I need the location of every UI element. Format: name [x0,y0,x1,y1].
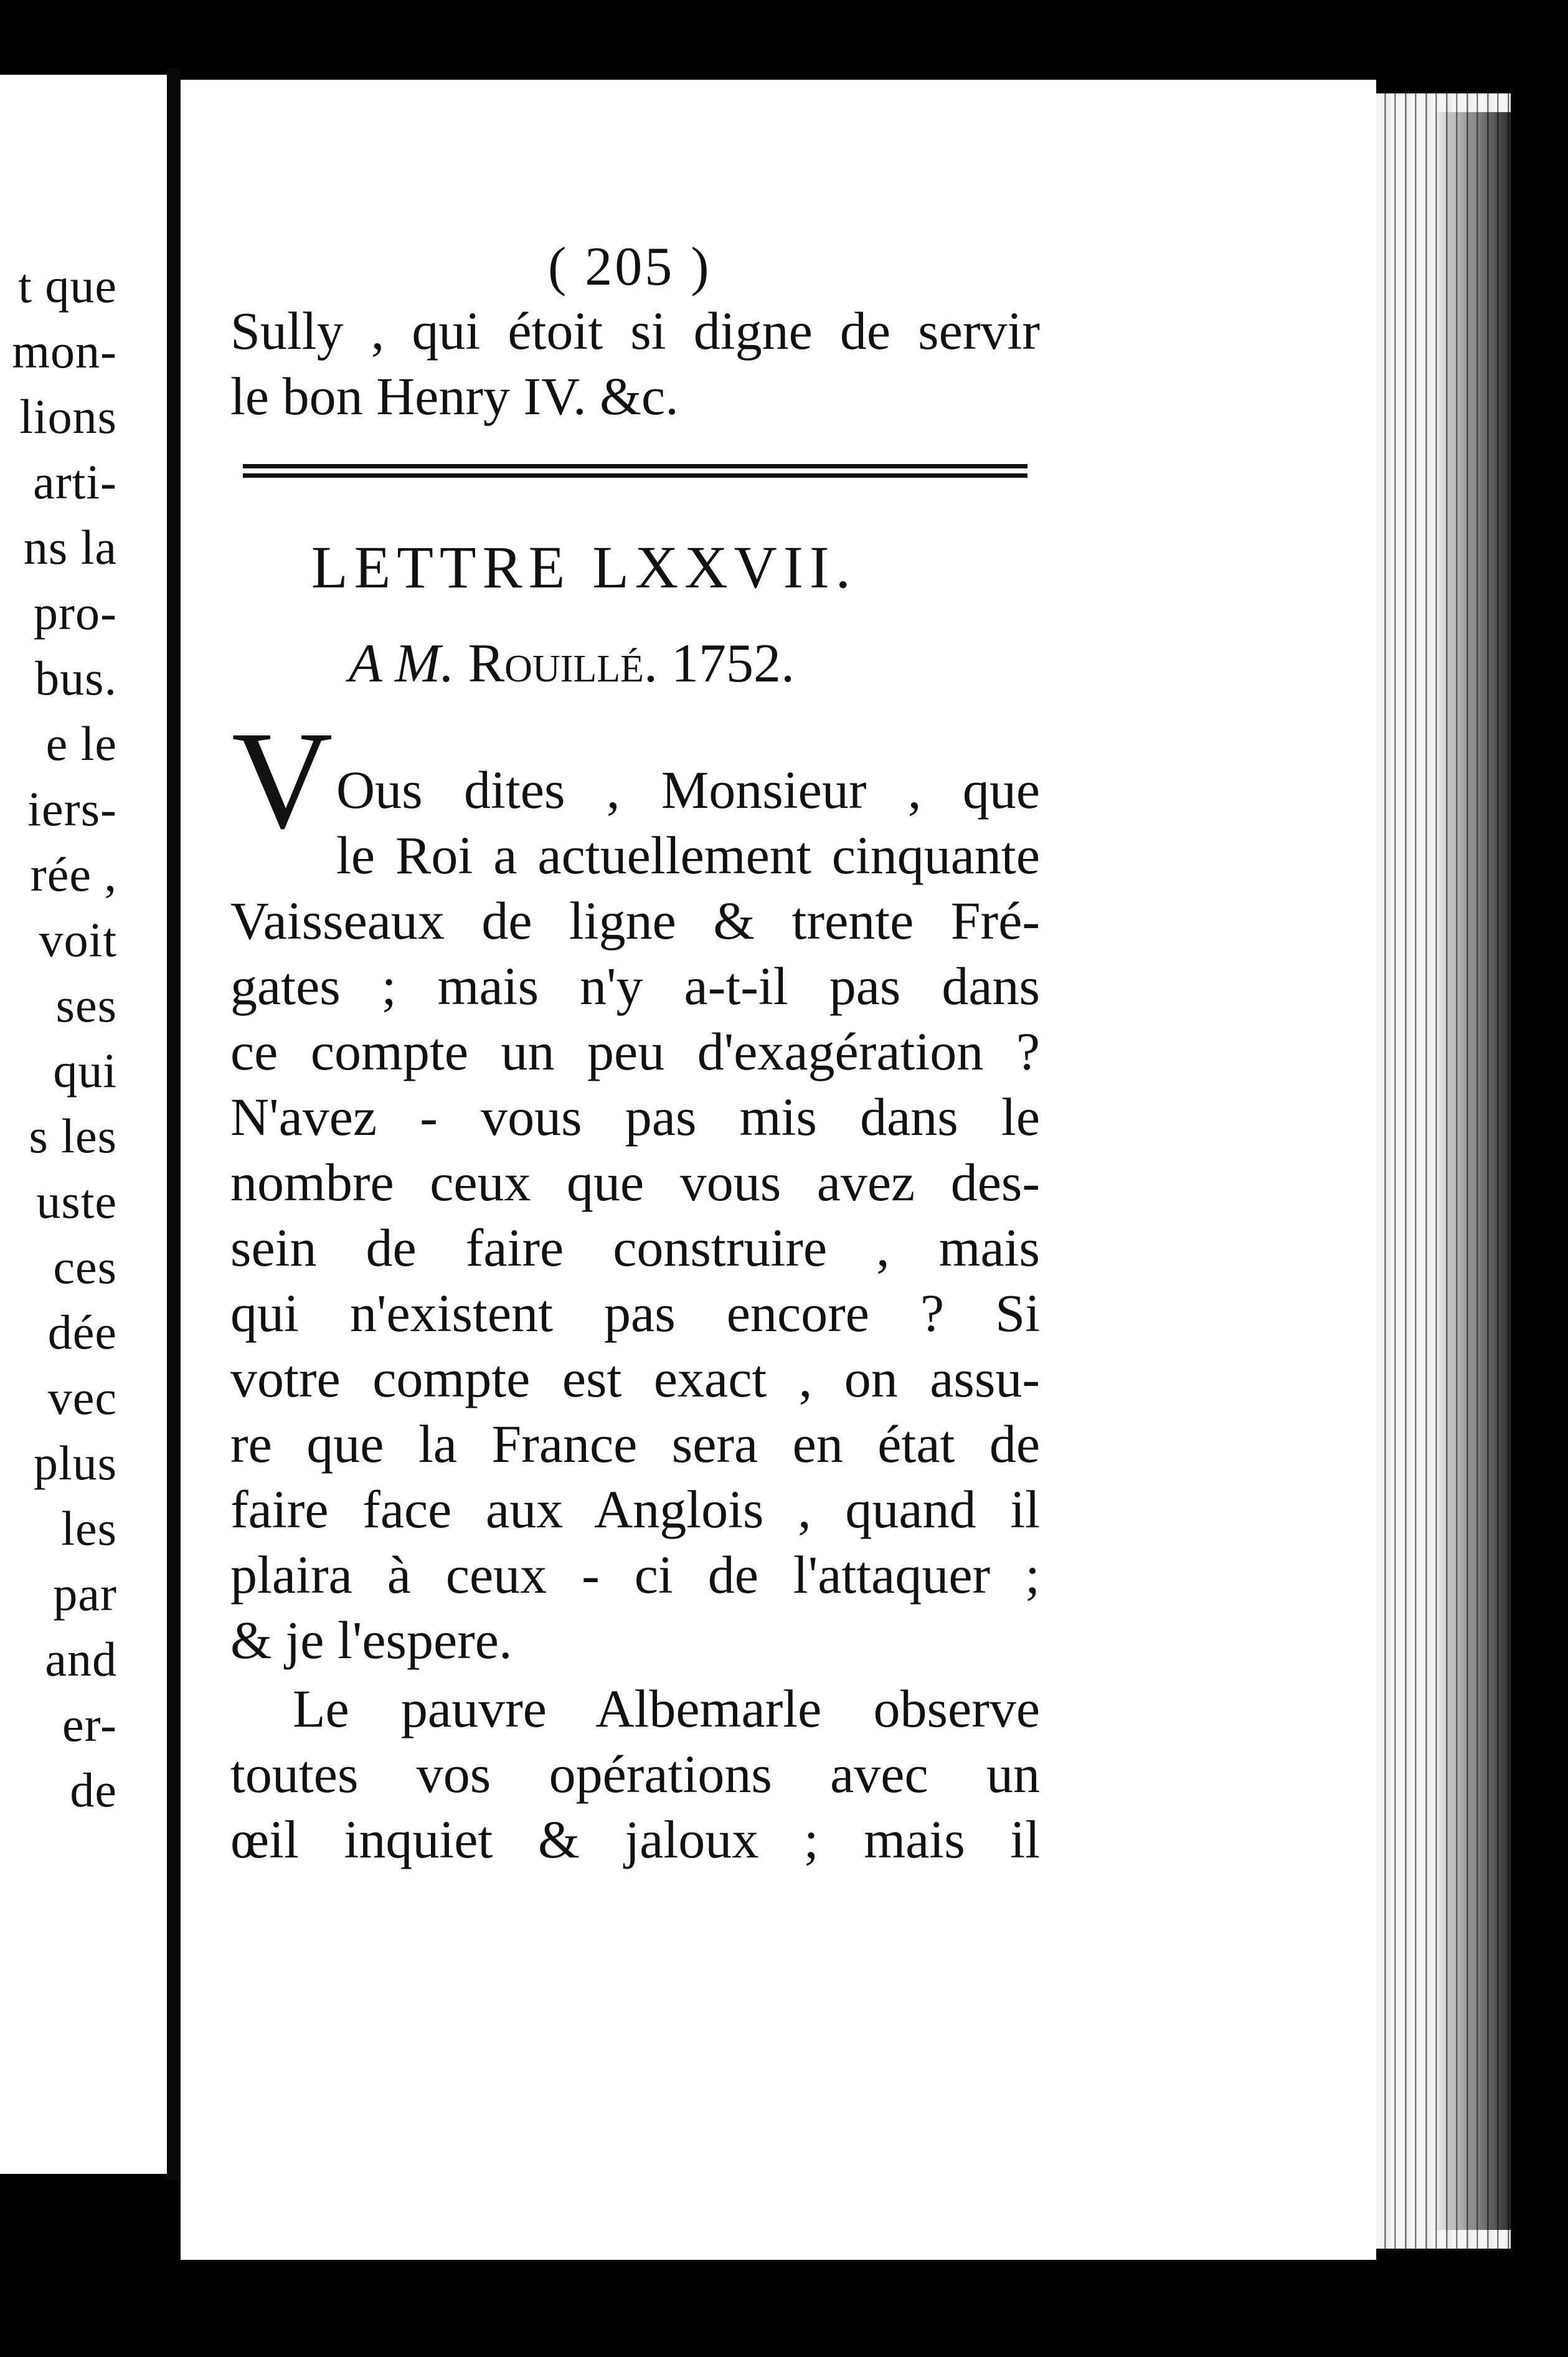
paragraph-line: Vaisseaux de ligne & trente Fré- [230,891,1040,951]
left-page-line: pro- [34,586,117,640]
left-page-line: plus [33,1436,117,1490]
left-page-line: ces [53,1240,117,1294]
section-divider-rule [243,464,1027,478]
page-number: ( 205 ) [548,237,712,297]
paragraph-line: faire face aux Anglois , quand il [230,1479,1040,1539]
paragraph-line: qui n'existent pas encore ? Si [230,1283,1040,1343]
left-page-line: arti- [33,455,117,509]
addressee-name: Rouillé. [468,633,658,694]
paragraph-line: œil inquiet & jaloux ; mais il [230,1809,1040,1869]
left-page-line: voit [39,913,117,967]
continuation-line: Sully , qui étoit si digne de servir [230,301,1040,361]
left-page-line: ses [55,978,117,1032]
left-page-line: par [53,1567,117,1621]
left-page-line: lions [19,389,117,443]
paragraph-line: nombre ceux que vous avez des- [230,1152,1040,1212]
paragraph-line: re que la France sera en état de [230,1414,1040,1474]
left-page-line: bus. [35,651,117,705]
left-page-line: er- [62,1697,117,1752]
page-edges-shadow [1432,112,1519,2230]
paragraph-line: ce compte un peu d'exagération ? [230,1022,1040,1081]
left-page-line: s les [29,1109,117,1163]
paragraph-line: gates ; mais n'y a-t-il pas dans [230,956,1040,1016]
paragraph-line: & je l'espere. [230,1610,512,1670]
paragraph-line: toutes vos opérations avec un [230,1744,1040,1804]
paragraph-line: Ous dites , Monsieur , que [336,760,1040,820]
left-page-line: qui [53,1043,117,1098]
continuation-line: le bon Henry IV. &c. [230,366,679,426]
paragraph-line: le Roi a actuellement cinquante [336,825,1040,885]
left-page-line: les [61,1501,117,1555]
book-gutter [167,69,181,2180]
left-page-line: e le [45,716,117,771]
left-page-line: rée , [30,847,117,901]
letter-addressee [349,632,795,695]
paragraph-line: votre compte est exact , on assu- [230,1349,1040,1408]
left-page-line: dée [47,1305,117,1359]
left-page-line: mon- [12,324,117,378]
letter-heading: LETTRE LXXVII. [311,534,857,600]
addressee-prefix: A M. [349,633,455,694]
left-page-line: vec [47,1370,117,1425]
left-page-line: uste [36,1174,117,1228]
paragraph-line: sein de faire construire , mais [230,1218,1040,1278]
letter-year: 1752. [671,633,795,694]
left-page-line: and [45,1632,117,1686]
left-facing-page [0,75,167,2174]
left-page-line: iers- [27,782,117,836]
paragraph-line: N'avez - vous pas mis dans le [230,1087,1040,1147]
paragraph-line: plaira à ceux - ci de l'attaquer ; [230,1545,1040,1605]
left-page-line: de [70,1763,117,1817]
left-page-line: ns la [23,520,117,574]
left-page-line: t que [18,258,117,313]
paragraph-line: Le pauvre Albemarle observe [293,1679,1040,1738]
drop-cap: V [232,702,333,858]
